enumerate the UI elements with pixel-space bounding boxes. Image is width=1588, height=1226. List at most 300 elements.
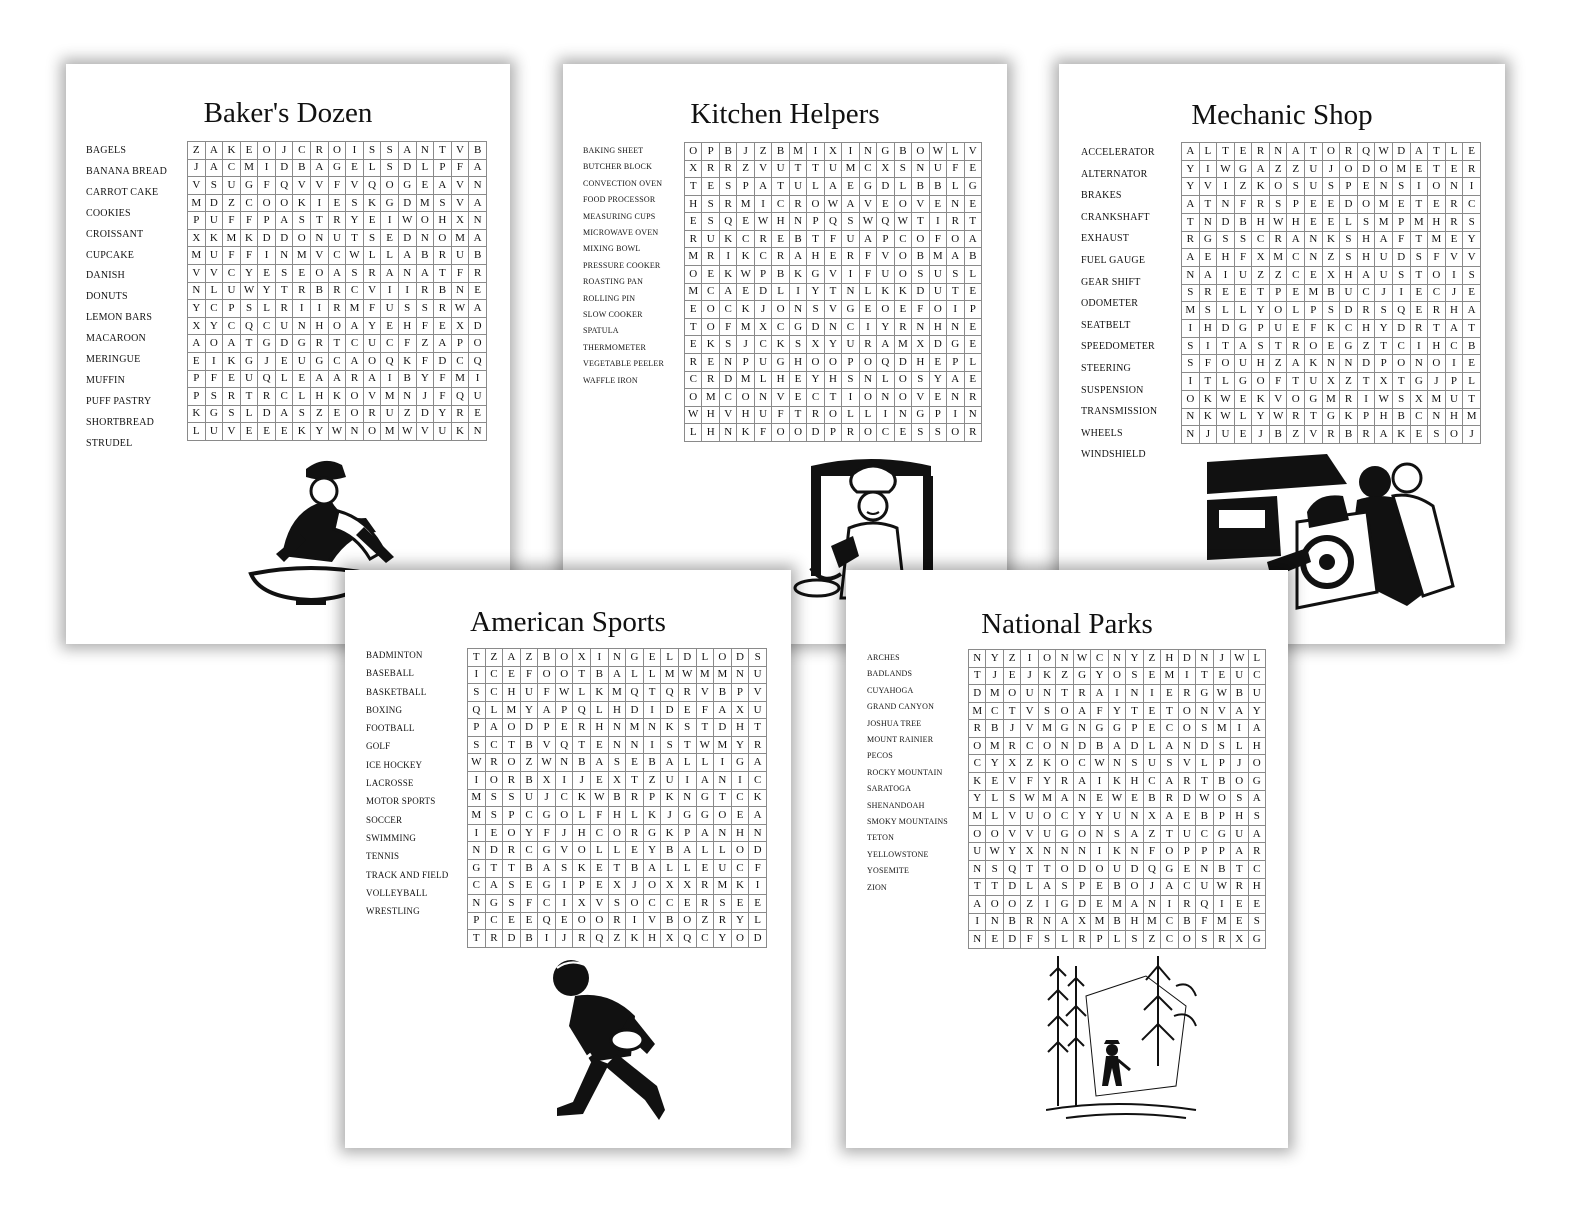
grid-cell: G [293,335,311,353]
grid-cell: H [1252,213,1270,231]
word-list-item: GRAND CANYON [867,702,935,712]
grid-cell: A [1287,231,1305,249]
grid-cell: D [416,405,434,423]
grid-cell: C [520,842,538,860]
grid-cell: A [1248,720,1266,738]
grid-cell: O [1091,860,1108,878]
grid-cell: N [714,772,732,790]
grid-cell: M [503,701,521,719]
grid-cell: T [685,318,702,336]
grid-cell: N [947,318,964,336]
grid-cell: Y [1182,178,1200,196]
grid-cell: A [1091,685,1108,703]
grid-cell: T [912,213,929,231]
grid-cell: O [685,143,702,161]
grid-cell: C [1091,650,1108,668]
grid-cell: P [964,301,982,319]
grid-cell: O [1073,825,1090,843]
grid-cell: S [1428,426,1446,444]
grid-cell: F [1091,702,1108,720]
word-list-item: ICE HOCKEY [366,759,423,770]
grid-cell: S [1213,737,1230,755]
grid-cell: N [1091,825,1108,843]
grid-cell: T [573,736,591,754]
grid-cell: Y [986,650,1003,668]
grid-cell: G [1091,720,1108,738]
grid-cell: A [1161,737,1178,755]
grid-cell: A [1248,825,1266,843]
grid-cell: E [1428,196,1446,214]
grid-cell: S [205,388,223,406]
grid-cell: Q [573,701,591,719]
grid-cell: H [1199,320,1217,338]
grid-row [468,895,767,913]
grid-cell: A [824,178,841,196]
grid-cell: G [1248,931,1266,949]
grid-cell: I [714,754,732,772]
grid-cell: N [1056,737,1073,755]
grid-cell: L [1234,302,1252,320]
grid-cell: T [1410,266,1428,284]
word-list-item: BANANA BREAD [86,165,168,177]
grid-cell: W [824,195,841,213]
grid-cell: W [1213,878,1230,896]
grid-cell: E [188,352,206,370]
word-list-item: MOTOR SPORTS [366,796,436,807]
grid-cell: D [929,336,946,354]
grid-cell: P [678,824,696,842]
word-list-item: CARROT CAKE [86,186,159,198]
grid-cell: E [1410,302,1428,320]
grid-cell: H [737,406,754,424]
grid-cell: V [188,265,206,283]
grid-cell: T [1410,196,1428,214]
grid-cell: B [1234,213,1252,231]
grid-cell: S [719,336,736,354]
grid-cell: Y [1073,808,1090,826]
word-list-item: THERMOMETER [583,342,647,352]
grid-cell: U [929,160,946,178]
grid-cell: U [293,352,311,370]
grid-cell: G [731,754,749,772]
grid-cell: M [188,194,206,212]
grid-cell: Y [205,317,223,335]
grid-cell: V [451,177,469,195]
grid-cell: L [1463,373,1481,391]
grid-cell: S [1269,196,1287,214]
grid-cell: F [434,370,452,388]
grid-cell: M [1463,408,1481,426]
grid-cell: O [969,737,986,755]
grid-cell: A [205,142,223,160]
grid-cell: A [1073,773,1090,791]
grid-cell: O [626,895,644,913]
grid-cell: M [714,666,732,684]
grid-cell: C [328,352,346,370]
grid-cell: C [772,318,789,336]
grid-cell: A [311,159,329,177]
grid-row [188,177,487,195]
grid-cell: S [947,266,964,284]
grid-cell: D [205,194,223,212]
grid-cell: K [293,194,311,212]
grid-cell: C [986,702,1003,720]
grid-cell: Z [311,405,329,423]
grid-cell: H [1126,913,1143,931]
grid-cell: R [1322,426,1340,444]
grid-cell: L [772,283,789,301]
grid-cell: R [469,265,487,283]
grid-cell: O [894,389,911,407]
grid-row [188,282,487,300]
grid-cell: O [1056,702,1073,720]
grid-cell: D [749,930,767,948]
grid-cell: Y [520,824,538,842]
grid-cell: S [416,300,434,318]
grid-cell: J [1021,667,1038,685]
grid-cell: N [1428,408,1446,426]
grid-cell: I [789,283,806,301]
grid-cell: P [1213,843,1230,861]
grid-cell: R [696,895,714,913]
grid-cell: L [859,406,876,424]
grid-cell: S [485,789,503,807]
grid-cell: X [824,143,841,161]
grid-cell: S [398,300,416,318]
grid-cell: Y [731,736,749,754]
grid-cell: E [591,736,609,754]
grid-cell: F [398,335,416,353]
grid-cell: D [894,353,911,371]
grid-cell: L [1199,143,1217,161]
grid-cell: G [1161,860,1178,878]
grid-cell: J [1213,650,1230,668]
grid-cell: O [807,353,824,371]
grid-cell: N [188,282,206,300]
grid-cell: H [1231,808,1248,826]
grid-cell: C [1021,737,1038,755]
grid-cell: T [749,719,767,737]
grid-cell: E [737,213,754,231]
grid-cell: I [1161,896,1178,914]
grid-cell: T [608,859,626,877]
grid-cell: I [1463,178,1481,196]
grid-cell: J [986,667,1003,685]
grid-cell: I [1091,843,1108,861]
grid-cell: A [1463,302,1481,320]
grid-cell: J [275,142,293,160]
grid-cell: J [1252,426,1270,444]
grid-cell: G [311,352,329,370]
grid-cell: Y [1463,231,1481,249]
grid-cell: R [1269,231,1287,249]
grid-cell: S [1463,266,1481,284]
grid-cell: C [1357,284,1375,302]
grid-cell: O [258,142,276,160]
grid-cell: Y [520,701,538,719]
grid-cell: S [702,213,719,231]
grid-cell: R [1178,773,1195,791]
grid-cell: J [1375,284,1393,302]
grid-cell: P [947,353,964,371]
grid-cell: M [714,877,732,895]
grid-cell: T [485,859,503,877]
grid-cell: R [1357,302,1375,320]
grid-cell: E [643,649,661,667]
grid-cell: P [702,143,719,161]
grid-cell: Z [1269,160,1287,178]
grid-cell: I [1231,720,1248,738]
grid-cell: A [678,842,696,860]
grid-row [969,843,1266,861]
grid-cell: O [1038,650,1055,668]
word-list-item: ARCHES [867,653,900,662]
grid-cell: T [969,878,986,896]
letter-grid [467,648,767,948]
grid-cell: N [1038,685,1055,703]
grid-cell: L [1056,931,1073,949]
grid-cell: A [643,859,661,877]
letter-grid [968,649,1266,949]
grid-cell: S [1340,231,1358,249]
grid-cell: E [520,912,538,930]
grid-cell: N [398,265,416,283]
grid-cell: V [877,248,894,266]
grid-cell: R [1252,196,1270,214]
grid-cell: H [643,930,661,948]
word-list-item: GOLF [366,741,391,752]
grid-cell: F [363,300,381,318]
grid-cell: M [1161,667,1178,685]
grid-cell: Q [451,388,469,406]
grid-cell: R [434,300,452,318]
grid-cell: P [434,159,452,177]
grid-cell: T [1161,702,1178,720]
puzzle-title: Kitchen Helpers [690,98,880,130]
grid-cell: X [731,701,749,719]
grid-cell: N [1445,178,1463,196]
grid-cell: V [1213,702,1230,720]
grid-cell: E [929,195,946,213]
grid-cell: T [1392,373,1410,391]
grid-cell: P [538,719,556,737]
grid-cell: R [328,300,346,318]
grid-cell: A [1073,702,1090,720]
grid-row [468,649,767,667]
grid-cell: K [1252,178,1270,196]
grid-cell: V [964,143,982,161]
grid-cell: R [1231,878,1248,896]
grid-cell: M [1305,284,1323,302]
word-list-item: BASKETBALL [366,686,427,697]
grid-row [188,265,487,283]
grid-cell: I [754,195,771,213]
grid-cell: Q [1357,143,1375,161]
grid-cell: X [678,877,696,895]
grid-cell: Y [1091,808,1108,826]
grid-cell: E [678,895,696,913]
grid-row [468,772,767,790]
grid-cell: E [749,895,767,913]
grid-cell: N [754,389,771,407]
grid-cell: T [434,265,452,283]
grid-cell: A [1182,143,1200,161]
grid-row [188,194,487,212]
grid-cell: I [381,370,399,388]
grid-cell: G [1305,390,1323,408]
grid-cell: K [293,423,311,441]
grid-cell: N [469,177,487,195]
grid-cell: T [503,736,521,754]
grid-cell: O [859,353,876,371]
grid-cell: S [468,736,486,754]
grid-row [1182,196,1481,214]
grid-cell: O [714,649,732,667]
grid-cell: O [1003,896,1020,914]
grid-cell: E [964,283,982,301]
grid-cell: P [1305,302,1323,320]
grid-cell: V [1021,702,1038,720]
grid-cell: Z [643,772,661,790]
grid-cell: I [1108,685,1125,703]
grid-cell: A [485,877,503,895]
grid-cell: H [731,719,749,737]
grid-cell: B [1340,426,1358,444]
word-list-item: MEASURING CUPS [583,211,656,221]
grid-cell: N [1073,843,1090,861]
grid-row [1182,284,1481,302]
grid-cell: F [754,424,771,442]
grid-cell: Z [520,754,538,772]
grid-cell: D [1392,320,1410,338]
grid-cell: I [1038,896,1055,914]
grid-cell: R [1445,213,1463,231]
grid-cell: I [626,912,644,930]
grid-cell: U [754,406,771,424]
grid-cell: U [702,230,719,248]
grid-cell: D [714,719,732,737]
grid-cell: C [719,389,736,407]
grid-cell: U [929,283,946,301]
grid-cell: V [363,388,381,406]
grid-cell: I [643,736,661,754]
grid-cell: T [275,282,293,300]
grid-cell: C [859,160,876,178]
grid-cell: V [223,423,241,441]
grid-cell: A [1126,896,1143,914]
grid-cell: G [1248,773,1266,791]
grid-cell: O [894,371,911,389]
grid-cell: I [205,352,223,370]
grid-cell: M [1428,231,1446,249]
grid-cell: S [293,212,311,230]
grid-cell: A [346,317,364,335]
grid-cell: D [1126,737,1143,755]
grid-cell: E [1217,284,1235,302]
grid-cell: D [1003,931,1020,949]
grid-cell: V [643,912,661,930]
grid-cell: X [661,930,679,948]
grid-cell: N [1196,860,1213,878]
grid-cell: N [947,195,964,213]
grid-cell: F [859,248,876,266]
grid-cell: W [1217,160,1235,178]
grid-row [1182,320,1481,338]
grid-cell: A [877,336,894,354]
grid-cell: Y [1003,843,1020,861]
grid-cell: T [947,283,964,301]
grid-cell: N [1340,355,1358,373]
grid-cell: O [929,301,946,319]
grid-cell: E [964,195,982,213]
word-list-item: ROLLING PIN [583,293,636,303]
grid-cell: L [1217,373,1235,391]
word-list-item: BRAKES [1081,190,1122,202]
grid-cell: U [754,353,771,371]
grid-cell: B [929,178,946,196]
grid-cell: C [205,300,223,318]
letter-grid [187,141,487,441]
grid-cell: J [1231,755,1248,773]
grid-cell: X [608,877,626,895]
grid-cell: R [1178,685,1195,703]
grid-cell: E [789,371,806,389]
grid-cell: U [1217,426,1235,444]
grid-cell: J [1445,284,1463,302]
grid-cell: U [1375,266,1393,284]
grid-cell: M [1182,302,1200,320]
grid-cell: U [520,789,538,807]
grid-cell: S [1196,720,1213,738]
grid-cell: L [1287,302,1305,320]
grid-cell: S [240,300,258,318]
grid-cell: O [275,194,293,212]
grid-cell: M [789,143,806,161]
grid-cell: D [1340,196,1358,214]
grid-cell: G [964,178,982,196]
grid-cell: T [1287,373,1305,391]
grid-cell: A [1410,143,1428,161]
grid-cell: L [643,666,661,684]
grid-cell: S [1463,213,1481,231]
grid-cell: P [877,230,894,248]
grid-cell: K [591,684,609,702]
grid-cell: N [842,283,859,301]
grid-cell: F [416,352,434,370]
grid-cell: C [1178,878,1195,896]
grid-cell: E [685,336,702,354]
grid-cell: E [1287,284,1305,302]
grid-cell: Q [363,177,381,195]
grid-cell: M [685,248,702,266]
grid-cell: U [749,701,767,719]
grid-cell: V [859,195,876,213]
grid-cell: P [1357,408,1375,426]
grid-cell: P [1445,373,1463,391]
grid-cell: R [1252,143,1270,161]
grid-cell: E [1143,702,1160,720]
word-list-item: PRESSURE COOKER [583,260,661,270]
grid-cell: U [824,160,841,178]
grid-row [1182,373,1481,391]
grid-cell: H [1428,213,1446,231]
grid-cell: I [555,772,573,790]
grid-cell: E [1178,808,1195,826]
grid-cell: E [1463,284,1481,302]
grid-cell: N [749,824,767,842]
grid-row [1182,178,1481,196]
grid-cell: B [1463,337,1481,355]
